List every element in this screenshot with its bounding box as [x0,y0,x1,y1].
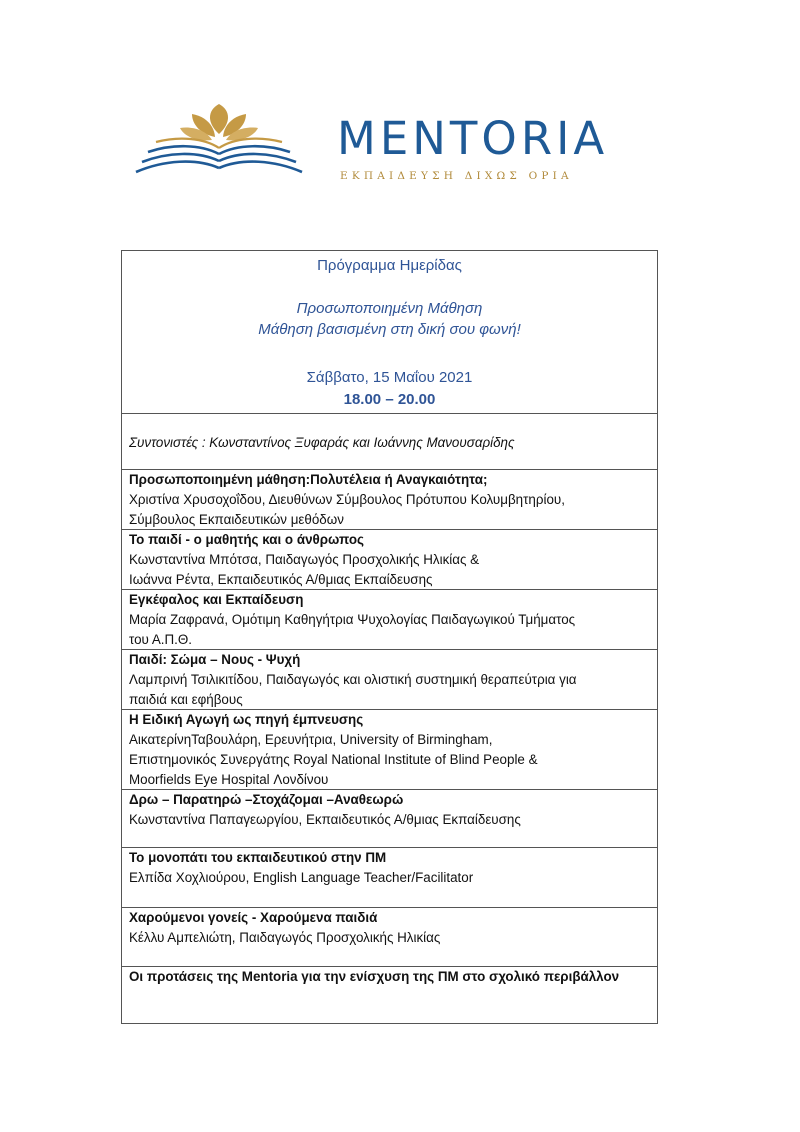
speaker-line: Κέλλυ Αμπελιώτη, Παιδαγωγός Προσχολικής Ηλικίας [129,930,441,945]
talk-title: Το μονοπάτι του εκπαιδευτικού στην ΠΜ [129,850,387,865]
speaker-line: Λαμπρινή Τσιλικιτίδου, Παιδαγωγός και ολιστική συστημική θεραπεύτρια για [129,672,577,687]
brand-wordmark: MENTORIA [337,112,609,165]
speaker-line: του Α.Π.Θ. [129,632,193,647]
open-book-leaves-icon [134,104,304,184]
program-header [122,251,657,414]
coordinators-text: Συντονιστές : Κωνσταντίνος Ξυφαράς και Ιωάννης Μανουσαρίδης [129,435,515,450]
speaker-line: Μαρία Ζαφρανά, Ομότιμη Καθηγήτρια Ψυχολογίας Παιδαγωγικού Τμήματος [129,612,576,627]
talk-row [122,470,657,530]
talk-speakers [129,810,651,830]
talk-title: Το παιδί - ο μαθητής και ο άνθρωπος [129,532,364,547]
talk-title: Χαρούμενοι γονείς - Χαρούμενα παιδιά [129,910,378,925]
speaker-line: Ιωάννα Ρέντα, Εκπαιδευτικός Α/θμιας Εκπαίδευσης [129,572,433,587]
speaker-line: Moorfields Eye Hospital Λονδίνου [129,772,329,787]
talk-title: Προσωποποιημένη μάθηση:Πολυτέλεια ή Αναγκαιότητα; [129,472,488,487]
coordinators-row [122,414,657,470]
speaker-line: Επιστημονικός Συνεργάτης Royal National Institute of Blind People & [129,752,538,767]
talk-row [122,848,657,908]
event-date: Σάββατο, 15 Μαΐου 2021 [306,369,473,386]
program-subtitle-line2: Μάθηση βασισμένη στη δική σου φωνή! [258,321,521,338]
talk-title: Η Ειδική Αγωγή ως πηγή έμπνευσης [129,712,364,727]
speaker-line: Κωνσταντίνα Παπαγεωργίου, Εκπαιδευτικός Α/θμιας Εκπαίδευσης [129,812,521,827]
talk-title: Εγκέφαλος και Εκπαίδευση [129,592,304,607]
talk-title: Οι προτάσεις της Mentoria για την ενίσχυση της ΠΜ στο σχολικό περιβάλλον [129,969,620,984]
talk-row [122,590,657,650]
program-subtitle-line1: Προσωποποιημένη Μάθηση [296,300,483,317]
speaker-line: Χριστίνα Χρυσοχοΐδου, Διευθύνων Σύμβουλος Πρότυπου Κολυμβητηρίου, [129,492,565,507]
talk-row [122,650,657,710]
talk-speakers [129,730,651,790]
speaker-line: Κωνσταντίνα Μπότσα, Παιδαγωγός Προσχολικής Ηλικίας & [129,552,480,567]
talk-row [122,710,657,790]
program-table [121,250,658,1024]
talk-row [122,790,657,848]
talk-row [122,530,657,590]
talk-title: Παιδί: Σώμα – Νους - Ψυχή [129,652,301,667]
talk-row [122,967,657,1023]
speaker-line: Σύμβουλος Εκπαιδευτικών μεθόδων [129,512,344,527]
speaker-line: Ελπίδα Χοχλιούρου, English Language Teacher/Facilitator [129,870,474,885]
speaker-line: ΑικατερίνηΤαβουλάρη, Ερευνήτρια, University of Birmingham, [129,732,493,747]
talk-speakers [129,670,651,710]
talk-speakers [129,550,651,590]
event-time: 18.00 – 20.00 [343,391,436,408]
talk-speakers [129,610,651,650]
talk-speakers [129,928,651,948]
talk-speakers [129,868,651,888]
speaker-line: παιδιά και εφήβους [129,692,243,707]
talk-speakers [129,490,651,530]
mentoria-logo [0,0,800,230]
brand-tagline: ΕΚΠΑΙΔΕΥΣΗ ΔΙΧΩΣ ΟΡΙΑ [340,170,573,182]
talk-title: Δρω – Παρατηρώ –Στοχάζομαι –Αναθεωρώ [129,792,404,807]
talk-row [122,908,657,967]
program-title: Πρόγραμμα Ημερίδας [317,257,462,274]
